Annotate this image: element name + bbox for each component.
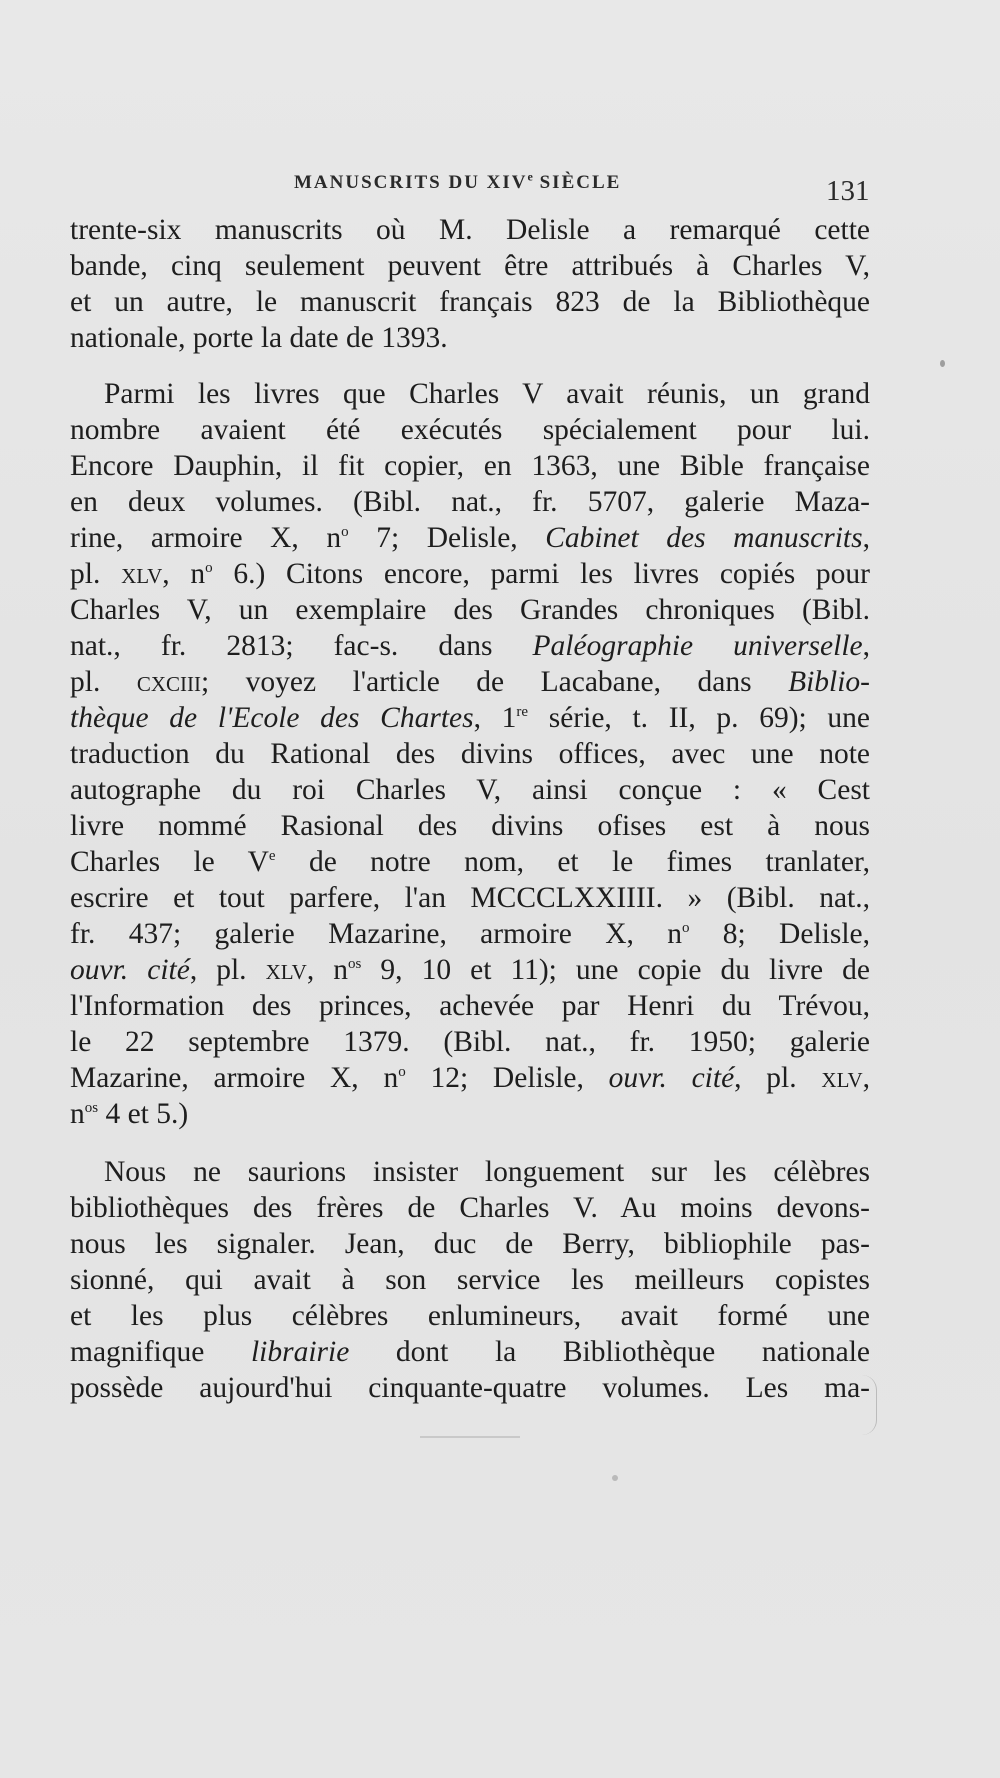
italic-term: librairie	[250, 1336, 350, 1368]
text-line: Charles V, un exemplaire des Grandes chroniques (Bibl.	[70, 594, 870, 626]
superscript: re	[516, 704, 529, 721]
text-line: nous les signaler. Jean, duc de Berry, bibliophile pas-	[70, 1228, 870, 1260]
text-line: et les plus célèbres enlumineurs, avait formé une	[70, 1300, 870, 1332]
text-line: livre nommé Rasional des divins ofises est à nous	[70, 810, 870, 842]
page-number: 131	[826, 175, 870, 207]
paper-speck	[612, 1475, 618, 1481]
superscript: o	[398, 1064, 406, 1081]
text-run: , 1	[473, 702, 517, 734]
text-line: autographe du roi Charles V, ainsi conçue : « Cest	[70, 774, 870, 806]
text-run: 6.) Citons encore, parmi les livres copiés pour	[212, 558, 871, 590]
text-line: traduction du Rational des divins offices, avec une note	[70, 738, 870, 770]
superscript: o	[681, 920, 690, 937]
text-line: nombre avaient été exécutés spécialement pour lui.	[70, 414, 870, 446]
text-line: le 22 septembre 1379. (Bibl. nat., fr. 1950; galerie	[70, 1026, 870, 1058]
text-line	[70, 916, 870, 952]
plate-number: cxciii	[136, 666, 201, 698]
text-run: 8; Delisle,	[689, 918, 870, 950]
text-run: pl.	[70, 558, 122, 590]
text-run: série, t. II, p. 69); une	[528, 702, 871, 734]
text-line: sionné, qui avait à son service les meilleurs copistes	[70, 1264, 870, 1296]
text-run: 12; Delisle,	[405, 1062, 609, 1094]
plate-number: xlv	[265, 954, 307, 986]
text-line	[70, 952, 870, 988]
italic-title: Paléographie universelle	[532, 630, 863, 662]
text-line: l'Information des princes, achevée par Henri du Trévou,	[70, 990, 870, 1022]
text-line: escrire et tout parfere, l'an MCCCLXXIIII. » (Bibl. nat.,	[70, 882, 870, 914]
italic-title: thèque de l'Ecole des Chartes	[70, 702, 474, 734]
superscript: o	[205, 560, 213, 577]
italic-title: Cabinet des manuscrits	[545, 522, 863, 554]
text-line	[70, 520, 870, 556]
running-title-end: SIÈCLE	[539, 172, 622, 193]
text-line: Encore Dauphin, il fit copier, en 1363, une Bible française	[70, 450, 870, 482]
running-title-main: MANUSCRITS DU XIV	[294, 172, 528, 193]
text-run: pl.	[70, 666, 137, 698]
paper-speck	[940, 360, 945, 367]
running-head	[294, 169, 622, 194]
text-line	[70, 1334, 870, 1370]
text-run: 9, 10 et 11); une copie du livre de	[361, 954, 870, 986]
text-run: ,	[862, 1062, 871, 1094]
superscript: o	[341, 524, 349, 541]
text-line: trente-six manuscrits où M. Delisle a remarqué cette	[70, 214, 870, 246]
text-run: ,	[862, 630, 870, 662]
text-line	[70, 1060, 870, 1096]
text-line	[70, 844, 870, 880]
superscript: os	[84, 1100, 99, 1117]
text-run: 7; Delisle,	[348, 522, 546, 554]
text-run: nat., fr. 2813; fac-s. dans	[70, 630, 533, 662]
text-run: fr. 437; galerie Mazarine, armoire X, n	[70, 918, 682, 950]
italic-title: Biblio-	[788, 666, 870, 698]
plate-number: xlv	[121, 558, 163, 590]
text-run: dont la Bibliothèque nationale	[349, 1336, 870, 1368]
text-run: , n	[162, 558, 206, 590]
text-run: , pl.	[734, 1062, 822, 1094]
text-line	[70, 556, 870, 592]
text-line: Parmi les livres que Charles V avait réunis, un grand	[104, 378, 870, 410]
text-line: bande, cinq seulement peuvent être attribués à Charles V,	[70, 250, 870, 282]
text-run: de notre nom, et le fimes tranlater,	[275, 846, 870, 878]
text-run: ,	[862, 522, 870, 554]
italic-title: ouvr. cité	[70, 954, 190, 986]
paper-fold-mark	[862, 1375, 877, 1435]
text-run: ; voyez l'article de Lacabane, dans	[200, 666, 789, 698]
text-line	[70, 1096, 870, 1132]
superscript: os	[348, 956, 362, 973]
text-run: , n	[306, 954, 349, 986]
text-run: Mazarine, armoire X, n	[70, 1062, 399, 1094]
text-run: , pl.	[189, 954, 266, 986]
text-run: n	[70, 1098, 85, 1130]
text-line: et un autre, le manuscrit français 823 de la Bibliothèque	[70, 286, 870, 318]
text-line	[70, 628, 870, 664]
text-run: Charles le V	[70, 846, 269, 878]
italic-title: ouvr. cité	[608, 1062, 735, 1094]
text-line: bibliothèques des frères de Charles V. Au moins devons-	[70, 1192, 870, 1224]
paper-smudge	[420, 1436, 520, 1438]
text-run: rine, armoire X, n	[70, 522, 342, 554]
text-line	[70, 700, 870, 736]
text-line: nationale, porte la date de 1393.	[70, 322, 448, 354]
text-run: 4 et 5.)	[98, 1098, 189, 1130]
superscript: e	[268, 848, 276, 865]
text-line: Nous ne saurions insister longuement sur les célèbres	[104, 1156, 870, 1188]
text-line: possède aujourd'hui cinquante-quatre volumes. Les ma-	[70, 1372, 870, 1404]
text-line	[70, 664, 870, 700]
text-run: magnifique	[70, 1336, 251, 1368]
running-title-superscript: e	[527, 169, 533, 184]
text-line: en deux volumes. (Bibl. nat., fr. 5707, galerie Maza-	[70, 486, 870, 518]
plate-number: xlv	[821, 1062, 863, 1094]
